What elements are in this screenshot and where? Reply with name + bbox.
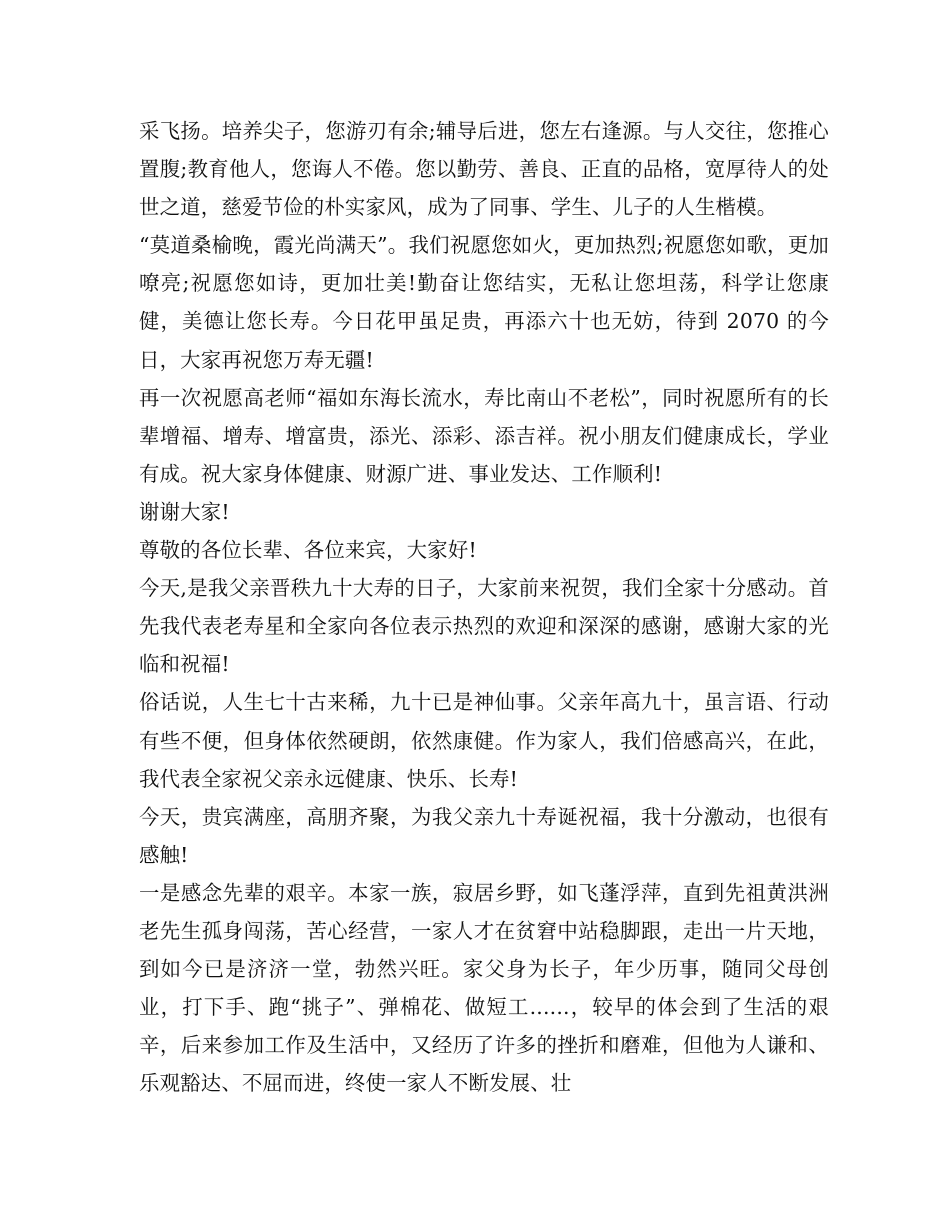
paragraph-5: 尊敬的各位长辈、各位来宾，大家好! <box>139 538 477 563</box>
paragraph-7: 俗话说，人生七十古来稀，九十已是神仙事。父亲年高九十，虽言语、行动有些不便，但身体依然硬朗，依然康健。作为家人，我们倍感高兴，在此，我代表全家祝父亲永远健康、快乐、长寿! <box>139 690 829 791</box>
paragraph-9: 一是感念先辈的艰辛。本家一族，寂居乡野，如飞蓬浮萍，直到先祖黄洪洲老先生孤身闯荡，苦心经营，一家人才在贫窘中站稳脚跟，走出一片天地，到如今已是济济一堂，勃然兴旺。家父身为长子，年少历事，随同父母创业，打下手、跑“挑子”、弹棉花、做短工......，较早的体会到了生活的艰辛，后来参加工作及生活中，又经历了许多的挫折和磨难，但他为人谦和、乐观豁达、不屈而进，终使一家人不断发展、壮 <box>139 880 829 1096</box>
paragraph-1: 采飞扬。培养尖子，您游刃有余;辅导后进，您左右逢源。与人交往，您推心置腹;教育他人，您诲人不倦。您以勤劳、善良、正直的品格，宽厚待人的处世之道，慈爱节俭的朴实家风，成为了同事、学生、儿子的人生楷模。 <box>139 119 829 220</box>
paragraph-4: 谢谢大家! <box>139 499 230 524</box>
document-body <box>139 112 829 1102</box>
paragraph-2: “莫道桑榆晚，霞光尚满天”。我们祝愿您如火，更加热烈;祝愿您如歌，更加嘹亮;祝愿您如诗，更加壮美!勤奋让您结实，无私让您坦荡，科学让您康健，美德让您长寿。今日花甲虽足贵，再添六十也无妨，待到 2070 的今日，大家再祝您万寿无疆! <box>139 233 829 372</box>
paragraph-8: 今天，贵宾满座，高朋齐聚，为我父亲九十寿诞祝福，我十分激动，也很有感触! <box>139 804 829 867</box>
paragraph-6: 今天,是我父亲晋秩九十大寿的日子，大家前来祝贺，我们全家十分感动。首先我代表老寿星和全家向各位表示热烈的欢迎和深深的感谢，感谢大家的光临和祝福! <box>139 576 829 677</box>
paragraph-3: 再一次祝愿高老师“福如东海长流水，寿比南山不老松”，同时祝愿所有的长辈增福、增寿、增富贵，添光、添彩、添吉祥。祝小朋友们健康成长，学业有成。祝大家身体健康、财源广进、事业发达、工作顺利! <box>139 385 829 486</box>
